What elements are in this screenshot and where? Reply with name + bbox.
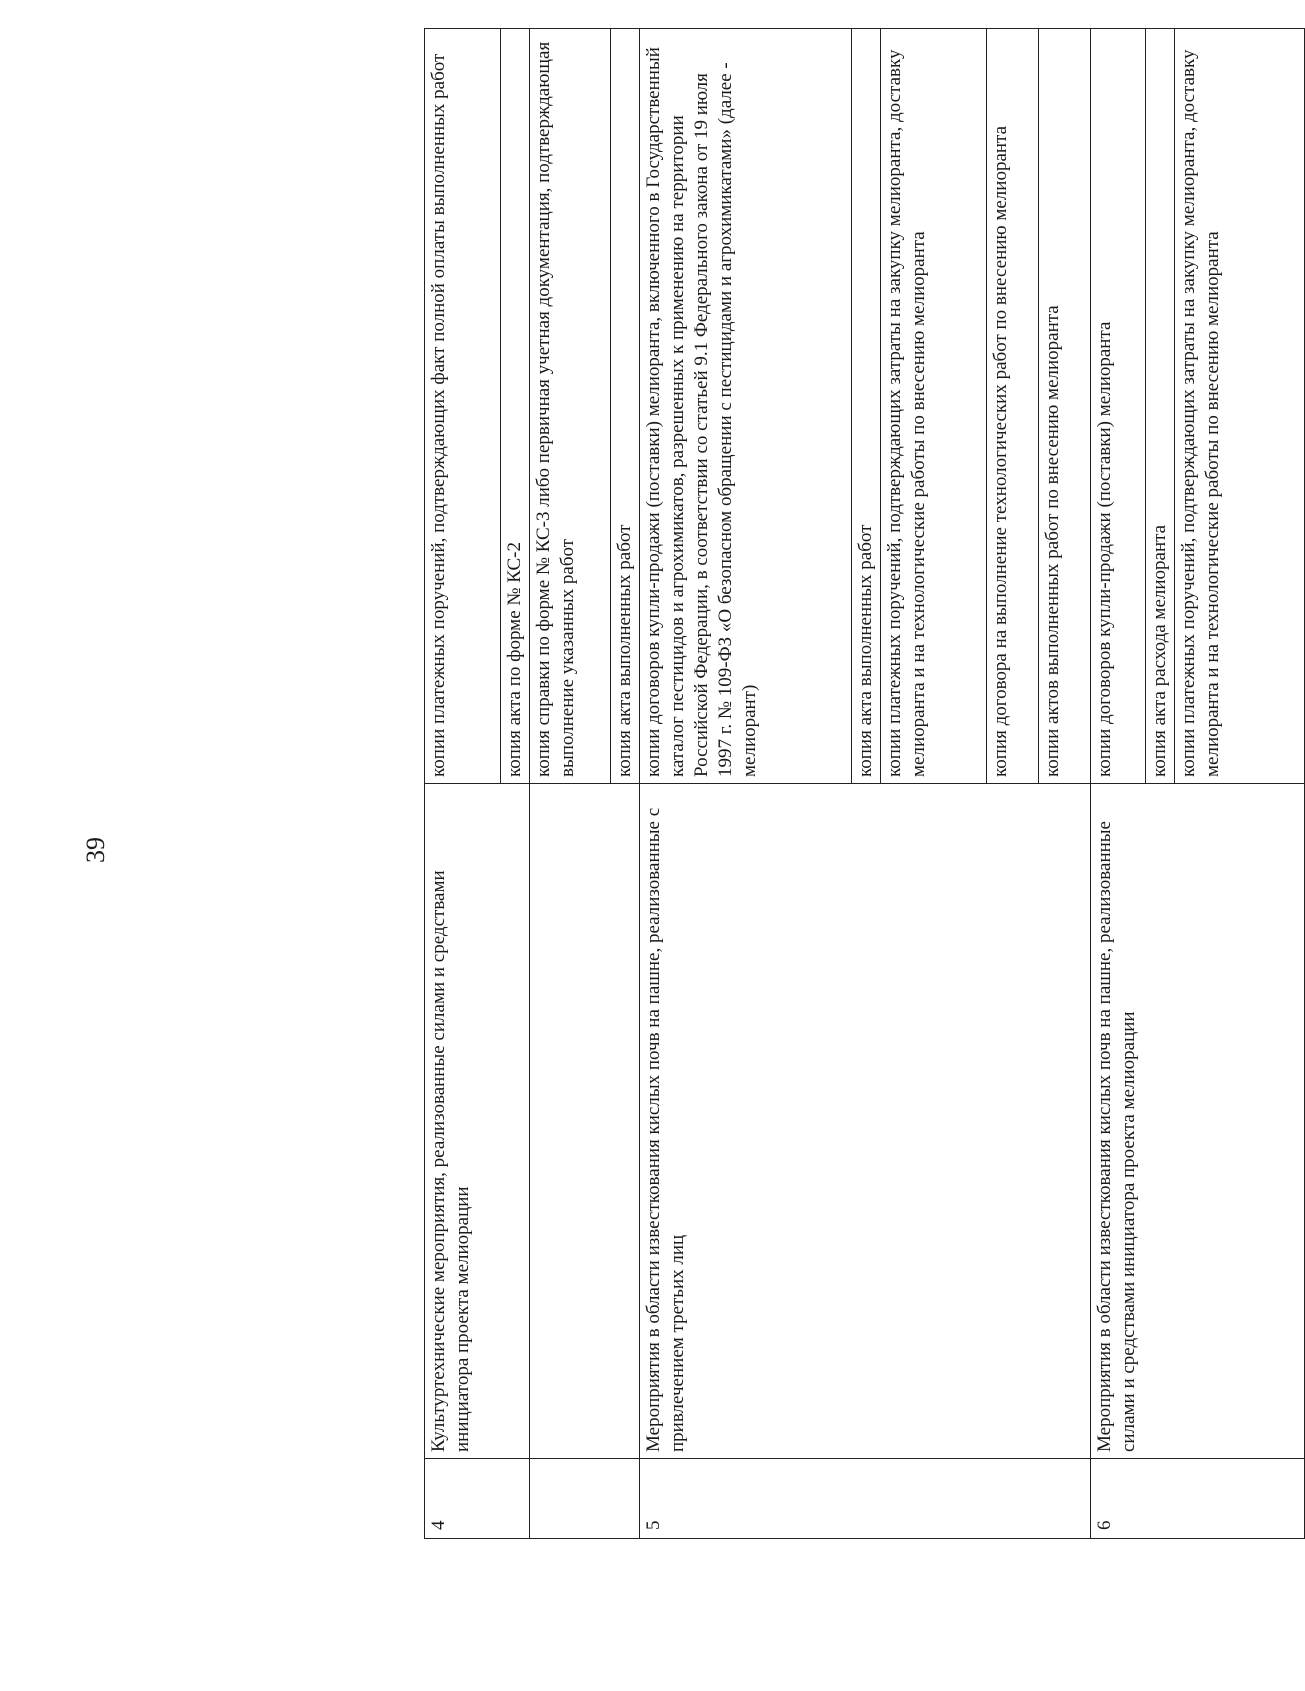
- document-cell: копия акта выполненных работ: [852, 29, 881, 784]
- document-cell: копии договоров купли-продажи (поставки) мелиоранта, включенного в Государственный каталог пестицидов и агрохимикатов, разрешенных к применению на территории Российской Федерации, в соответствии со статьей 9.1 Федерального закона от 19 июля 1997 г. № 109-ФЗ «О безопасном обращении с пестицидами и агрохимикатами» (далее - мелиорант): [640, 29, 852, 784]
- document-cell: копии платежных поручений, подтверждающих факт полной оплаты выполненных работ: [425, 29, 501, 784]
- measure-title: Культуртехнические мероприятия, реализованные силами и средствами инициатора проекта мелиорации: [425, 784, 530, 1459]
- document-cell: копия акта выполненных работ: [611, 29, 640, 784]
- document-cell: копии договоров купли-продажи (поставки) мелиоранта: [1091, 29, 1146, 784]
- page-number: 39: [81, 837, 110, 863]
- document-cell: копия акта расхода мелиоранта: [1146, 29, 1175, 784]
- document-cell: копии платежных поручений, подтверждающих затраты на закупку мелиоранта, доставку мелиоранта и на технологические работы по внесению мелиоранта: [881, 29, 987, 784]
- row-number: 5: [640, 1459, 1091, 1539]
- row-number: 4: [425, 1459, 530, 1539]
- table-row: [640, 29, 852, 1539]
- measure-title-empty: [530, 784, 640, 1459]
- document-cell: копии актов выполненных работ по внесению мелиоранта: [1039, 29, 1091, 784]
- row-number: 6: [1091, 1459, 1305, 1539]
- table-row: [530, 29, 611, 1539]
- row-number: [530, 1459, 640, 1539]
- measure-title: Мероприятия в области известкования кислых почв на пашне, реализованные силами и средствами инициатора проекта мелиорации: [1091, 784, 1305, 1459]
- table-row: [1091, 29, 1146, 1539]
- table-row: [425, 29, 501, 1539]
- document-cell: копия акта по форме № КС-2: [501, 29, 530, 784]
- documents-table: [424, 28, 1305, 1539]
- document-cell: копия договора на выполнение технологических работ по внесению мелиоранта: [987, 29, 1039, 784]
- document-cell: копии платежных поручений, подтверждающих затраты на закупку мелиоранта, доставку мелиоранта и на технологические работы по внесению мелиоранта: [1175, 29, 1305, 784]
- measure-title: Мероприятия в области известкования кислых почв на пашне, реализованные с привлечением третьих лиц: [640, 784, 1091, 1459]
- document-cell: копия справки по форме № КС-3 либо первичная учетная документация, подтверждающая выполнение указанных работ: [530, 29, 611, 784]
